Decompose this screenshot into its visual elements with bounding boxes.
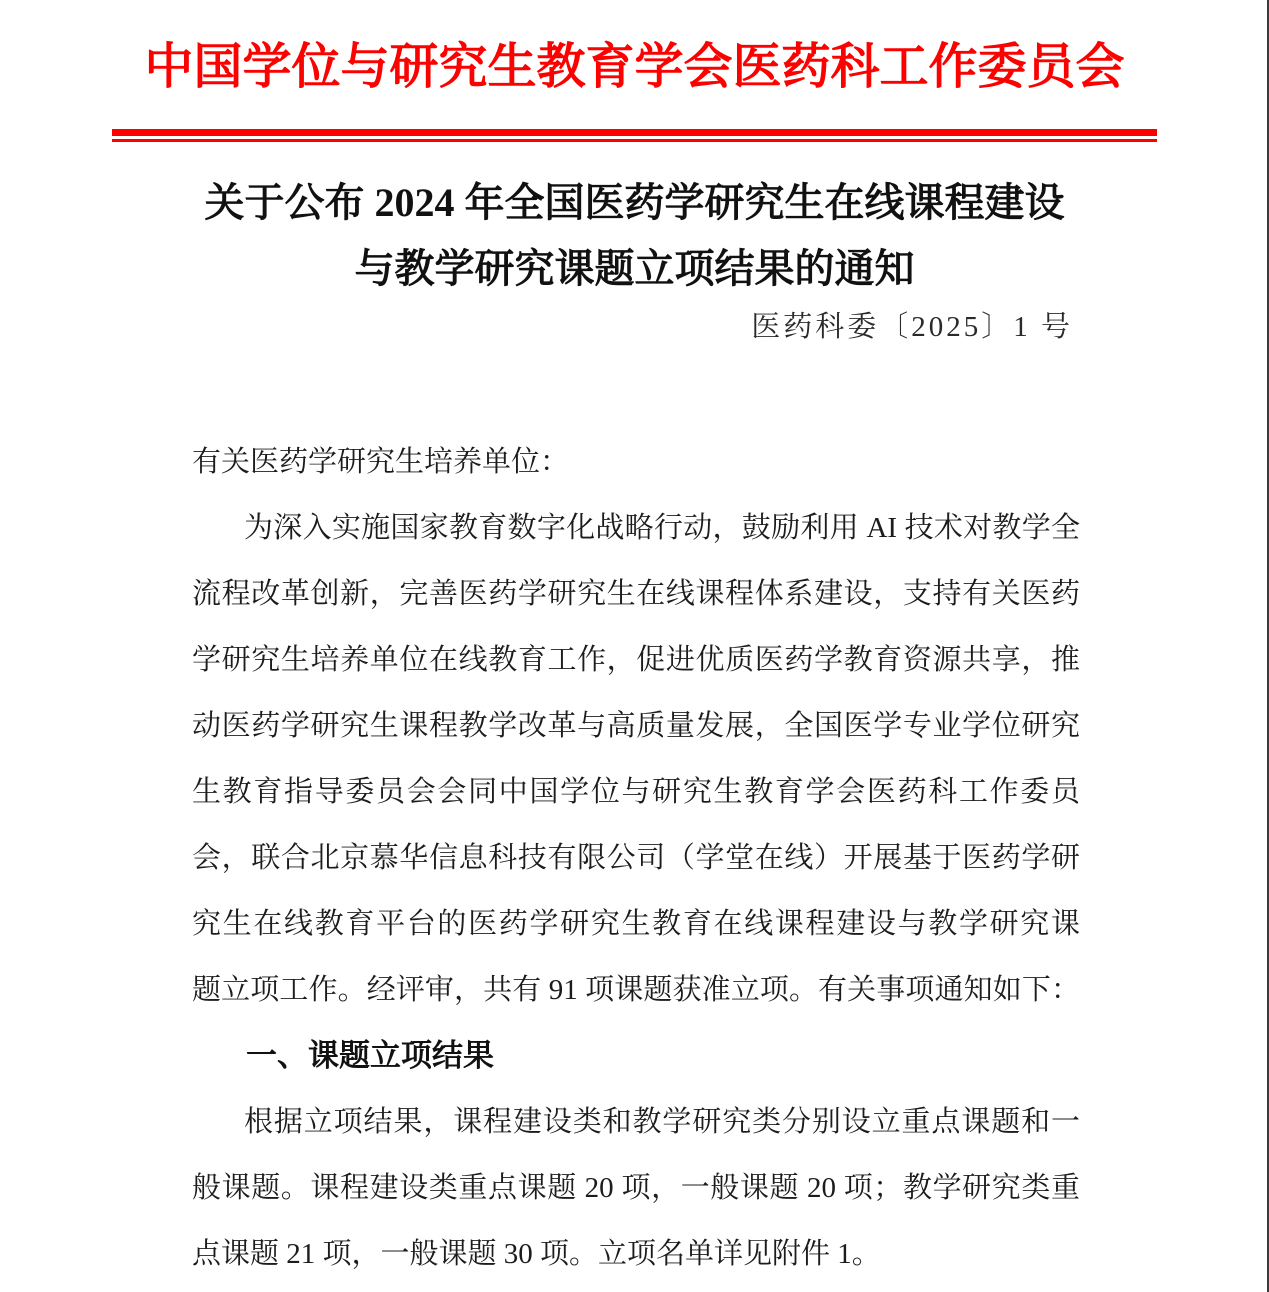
letterhead-divider-rule [112,129,1157,142]
notice-body [192,429,1080,1287]
salutation-line: 有关医药学研究生培养单位： [192,446,570,478]
paragraph2-line: 根据立项结果，课程建设类和教学研究类分别设立重点课题和一 [244,1106,1080,1138]
notice-title-line2: 与教学研究课题立项结果的通知 [354,246,915,291]
notice-title-line1: 关于公布 2024 年全国医药学研究生在线课程建设 [204,180,1065,225]
document-number: 医药科委〔2025〕1 号 [751,311,1073,343]
paragraph1-line: 题立项工作。经评审，共有 91 项课题获准立项。有关事项通知如下： [192,974,1080,1006]
paragraph2-line: 点课题 21 项，一般课题 30 项。立项名单详见附件 1。 [192,1238,881,1270]
paragraph1-line: 学研究生培养单位在线教育工作，促进优质医药学教育资源共享，推 [192,644,1080,676]
paragraph1-line: 究生在线教育平台的医药学研究生教育在线课程建设与教学研究课 [192,908,1080,940]
paragraph2-line: 般课题。课程建设类重点课题 20 项，一般课题 20 项；教学研究类重 [192,1172,1080,1204]
paragraph1-line: 流程改革创新，完善医药学研究生在线课程体系建设，支持有关医药 [192,578,1080,610]
paragraph1-line: 会，联合北京慕华信息科技有限公司（学堂在线）开展基于医药学研 [192,842,1080,874]
letterhead-org-name: 中国学位与研究生教育学会医药科工作委员会 [144,39,1125,94]
paragraph1-line: 生教育指导委员会会同中国学位与研究生教育学会医药科工作委员 [192,776,1080,808]
paragraph1-line: 动医药学研究生课程教学改革与高质量发展，全国医学专业学位研究 [192,710,1080,742]
notice-title [0,170,1269,302]
section1-heading: 一、课题立项结果 [246,1038,494,1073]
paragraph1-line: 为深入实施国家教育数字化战略行动，鼓励利用 AI 技术对教学全 [244,512,1080,544]
